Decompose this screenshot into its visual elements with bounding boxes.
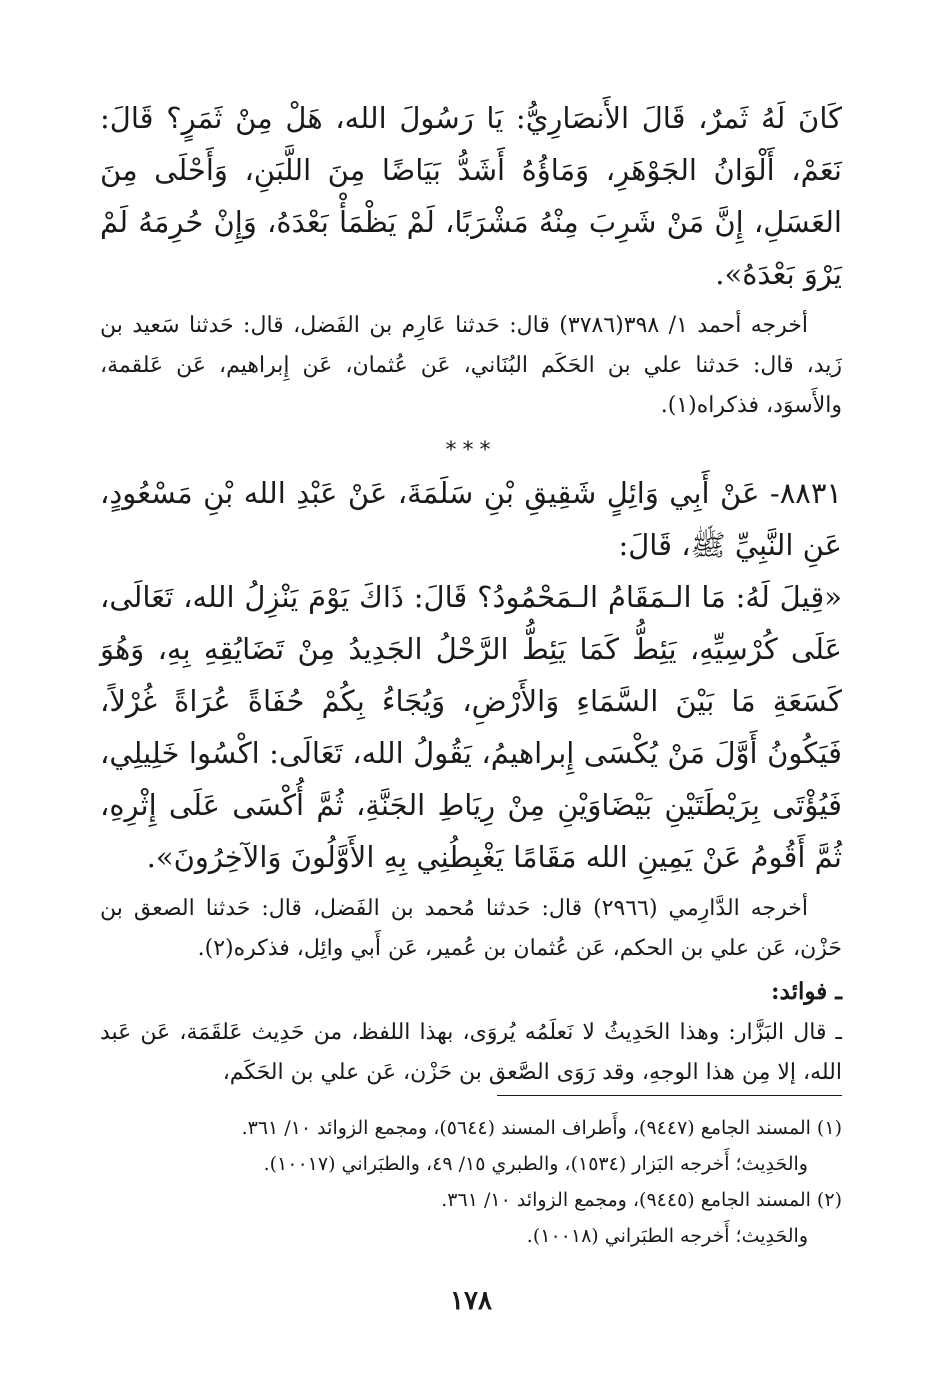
section-separator: *** — [445, 438, 497, 463]
footnote-2: (٢) المسند الجامع (٩٤٤٥)، ومجمع الزوائد ١٠/ ٣٦١. — [441, 1189, 842, 1211]
hadith-8831-text: «قِيلَ لَهُ: مَا الـمَقَامُ الـمَحْمُودُ؟ قَالَ: ذَاكَ يَوْمَ يَنْزِلُ الله، تَعَالَى، عَلَى كُرْسِيِّهِ، يَئِطُّ كَمَا يَئِطُّ الرَّحْلُ الجَدِيدُ مِنْ تَضَايُقِهِ بِهِ، وَهُوَ كَسَعَةِ مَا بَيْنَ السَّمَاءِ وَالأَرْضِ، وَيُجَاءُ بِكُمْ حُفَاةً عُرَاةً غُرْلاً، فَيَكُونُ أَوَّلَ مَنْ يُكْسَى إِبراهيمُ، يَقُولُ الله، تَعَالَى: اكْسُوا خَلِيلِي، فَيُؤْتَى بِرَيْطَتَيْنِ بَيْضَاوَيْنِ مِنْ رِيَاطِ الجَنَّةِ، ثُمَّ أُكْسَى عَلَى إِثْرِهِ، ثُمَّ أَقُومُ عَنْ يَمِينِ الله مَقَامًا يَغْبِطُنِي بِهِ الأَوَّلُونَ وَالآخِرُونَ». — [100, 580, 842, 874]
fawaid-heading: ـ فوائد: — [771, 978, 842, 1005]
hadith-8831-intro: ٨٨٣١- عَنْ أَبِي وَائِلٍ شَقِيقِ بْنِ سَلَمَةَ، عَنْ عَبْدِ الله بْنِ مَسْعُودٍ، عَنِ النَّبِيِّ ﷺ، قَالَ: — [100, 476, 842, 562]
footnote-divider — [497, 1095, 842, 1096]
page-number: ١٧٨ — [450, 1286, 492, 1316]
hadith-continuation: كَانَ لَهُ ثَمرٌ، قَالَ الأَنصَارِيُّ: يَا رَسُولَ الله، هَلْ مِنْ ثَمَرٍ؟ قَالَ: نَعَمْ، أَلْوَانُ الجَوْهَرِ، وَمَاؤُهُ أَشَدُّ بَيَاضًا مِنَ اللَّبَنِ، وَأَحْلَى مِنَ العَسَلِ، إِنَّ مَنْ شَرِبَ مِنْهُ مَشْرَبًا، لَمْ يَظْمَأْ بَعْدَهُ، وَإِنْ حُرِمَهُ لَمْ يَرْوَ بَعْدَهُ». — [100, 101, 842, 291]
takhrij-ahmad: أخرجه أحمد ١/ ٣٩٨(٣٧٨٦) قال: حَدثنا عَارِم بن الفَضل، قال: حَدثنا سَعيد بن زَيد، قال: حَدثنا علي بن الحَكَم البُنَاني، عَن عُثمان، عَن إِبراهيم، عَن عَلقمة، والأَسوَد، فذكراه(١). — [100, 313, 842, 418]
fawaid-text: ـ قال البَزَّار: وهذا الحَدِيثُ لا نَعلَمُه يُروَى، بهذا اللفظ، من حَدِيث عَلقَمَة، عَن عَبد الله، إلا مِن هذا الوجهِ، وقد رَوَى الصَّعق بن حَزْن، عَن علي بن الحَكَم، — [100, 1020, 842, 1085]
footnote-1-continuation: والحَدِيث؛ أَخرجه البَزار (١٥٣٤)، والطبري ١٥/ ٤٩، والطبَراني (١٠٠١٧). — [263, 1153, 808, 1175]
footnote-2-continuation: والحَدِيث؛ أَخرجه الطبَراني (١٠٠١٨). — [526, 1225, 808, 1247]
takhrij-darimi: أخرجه الدَّارِمي (٢٩٦٦) قال: حَدثنا مُحمد بن الفَضل، قال: حَدثنا الصعق بن حَزْن، عَن علي بن الحكم، عَن عُثمان بن عُمير، عَن أَبي وائِل، فذكره(٢). — [100, 896, 842, 961]
footnote-1: (١) المسند الجامع (٩٤٤٧)، وأَطراف المسند (٥٦٤٤)، ومجمع الزوائد ١٠/ ٣٦١. — [241, 1117, 842, 1139]
main-text — [100, 92, 842, 1093]
footnotes — [100, 1110, 842, 1254]
